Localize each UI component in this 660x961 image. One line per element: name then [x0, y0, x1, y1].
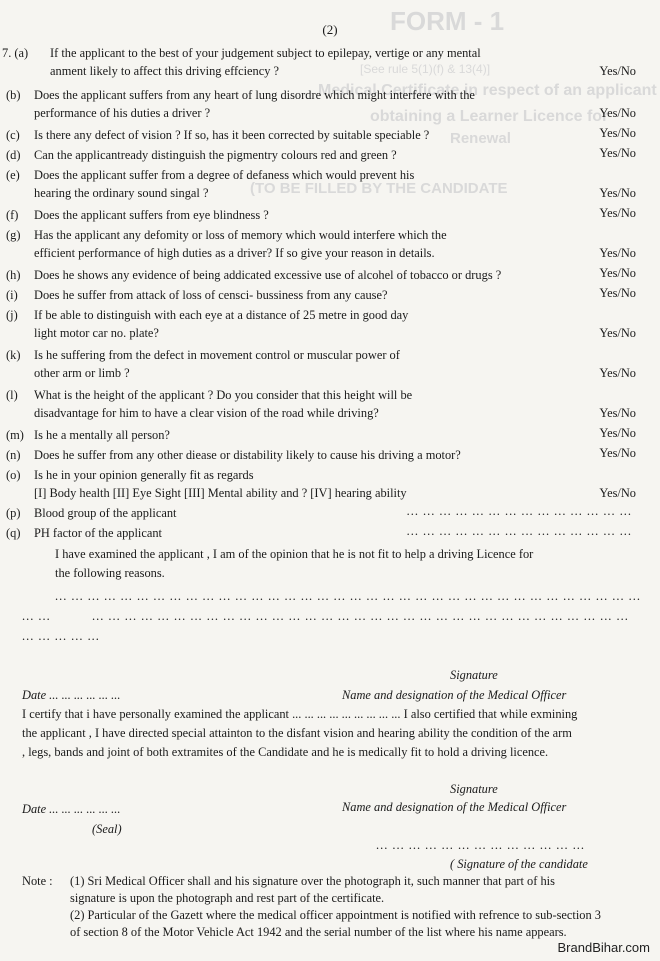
question-label: (k): [6, 348, 21, 362]
question-text: Does the applicant suffers from any heart of lung disordre which might interfere with the: [34, 88, 475, 102]
signature-label-1: Signature: [450, 668, 498, 682]
yes-no-answer: Yes/No: [599, 446, 636, 460]
question-text: Does the applicant suffers from eye blindness ?: [34, 208, 269, 222]
question-text-cont: disadvantage for him to have a clear vision of the road while driving?: [34, 406, 379, 420]
question-item: [6, 306, 646, 342]
question-text: If be able to distinguish with each eye at a distance of 25 metre in good day: [34, 308, 409, 322]
note-2b: of section 8 of the Motor Vehicle Act 1942 and the serial number of the list where his name appears.: [70, 925, 567, 939]
bleed-rule-ref: [See rule 5(1)(f) & 13(4)]: [360, 62, 491, 76]
yes-no-answer: Yes/No: [599, 246, 636, 260]
candidate-signature-label: ( Signature of the candidate: [450, 857, 588, 871]
question-text-cont: performance of his duties a driver ?: [34, 106, 211, 120]
examined-statement: I have examined the applicant , I am of the opinion that he is not fit to help a driving Licence for: [55, 547, 534, 561]
question-text: What is the height of the applicant ? Do you consider that this height will be: [34, 388, 413, 402]
note-1b: signature is upon the photograph and rest part of the certificate.: [70, 891, 385, 905]
medical-officer-label-2: Name and designation of the Medical Officer: [342, 800, 567, 814]
yes-no-answer: Yes/No: [599, 126, 636, 140]
yes-no-answer: Yes/No: [599, 366, 636, 380]
yes-no-answer: Yes/No: [599, 266, 636, 280]
question-item: [6, 446, 646, 464]
question-label: (m): [6, 428, 24, 442]
certify-line-1: I certify that i have personally examined the applicant ... ... ... ... ... ... ... ... ... I also certified that while exmining: [22, 707, 578, 721]
question-text: Does he suffer from attack of loss of censci- bussiness from any cause?: [34, 288, 388, 302]
candidate-signature-dots: ... ... ... ... ... ... ... ... ... ... ... ... ...: [376, 838, 585, 852]
question-label: (i): [6, 288, 18, 302]
question-item: [6, 466, 646, 502]
yes-no-answer: Yes/No: [599, 486, 636, 500]
question-text: Does he suffer from any other diease or distability likely to cause his driving a motor?: [34, 448, 461, 462]
yes-no-answer: Yes/No: [599, 406, 636, 420]
question-label: (l): [6, 388, 18, 402]
question-text-cont: hearing the ordinary sound singal ?: [34, 186, 209, 200]
question-text: Blood group of the applicant: [34, 506, 177, 520]
question-label: (d): [6, 148, 21, 162]
question-item: [6, 286, 646, 304]
question-label: (n): [6, 448, 21, 462]
question-item: [6, 86, 646, 122]
certify-line-2: the applicant , I have directed special attainton to the disfant vision and hearing ability the condition of the arm: [22, 726, 572, 740]
date-label-2: Date ... ... ... ... ... ...: [22, 802, 121, 816]
question-label: (g): [6, 228, 21, 242]
question-item: [6, 206, 646, 224]
question-label: (f): [6, 208, 19, 222]
bleed-heading2: obtaining a Learner Licence for: [370, 108, 609, 125]
question-text: PH factor of the applicant: [34, 526, 162, 540]
question-item: [6, 226, 646, 262]
question-text-cont: other arm or limb ?: [34, 366, 130, 380]
question-text-cont: [I] Body health [II] Eye Sight [III] Mental ability and ? [IV] hearing ability: [34, 486, 407, 500]
question-label: (e): [6, 168, 20, 182]
yes-no-answer: Yes/No: [599, 64, 636, 78]
question-text: Does the applicant suffer from a degree of defaness which would prevent his: [34, 168, 415, 182]
seal-label: (Seal): [92, 822, 122, 836]
note-1a: (1) Sri Medical Officer shall and his signature over the photograph it, such manner that part of his: [70, 874, 555, 888]
question-label: 7. (a): [2, 46, 29, 60]
question-item: [6, 146, 646, 164]
question-item: [6, 386, 646, 422]
bleed-heading3: Renewal: [450, 130, 511, 147]
question-item: [6, 426, 646, 444]
certify-line-3: , legs, bands and joint of both extramites of the Candidate and he is medically fit to hold a driving licence.: [22, 745, 549, 759]
question-text-cont: efficient performance of high duties as a driver? If so give your reason in details.: [34, 246, 435, 260]
reasons-dots-2b: ... ... ... ... ... ... ... ... ... ... ... ... ... ... ... ... ... ... ... ... ... ... ... ... ... ... ... ... ... ... ... ... ...: [92, 609, 629, 623]
yes-no-answer: Yes/No: [599, 206, 636, 220]
question-label: (c): [6, 128, 20, 142]
examined-statement-cont: the following reasons.: [55, 566, 165, 580]
question-item: [6, 166, 646, 202]
question-text: Does he shows any evidence of being addicated excessive use of alcohel of tobacco or drugs ?: [34, 268, 502, 282]
yes-no-answer: Yes/No: [599, 286, 636, 300]
reasons-dots-3: ... ... ... ... ...: [22, 629, 100, 643]
question-text: If the applicant to the best of your judgement subject to epilepay, vertige or any mental: [50, 46, 481, 60]
question-label: (q): [6, 526, 21, 540]
question-item: [2, 44, 646, 80]
question-text: Is he a mentally all person?: [34, 428, 170, 442]
question-label: (p): [6, 506, 21, 520]
question-label: (b): [6, 88, 21, 102]
yes-no-answer: Yes/No: [599, 426, 636, 440]
question-text: Is there any defect of vision ? If so, has it been corrected by suitable speciable ?: [34, 128, 430, 142]
brand-watermark: BrandBihar.com: [557, 940, 650, 955]
yes-no-answer: Yes/No: [599, 146, 636, 160]
yes-no-answer: Yes/No: [599, 106, 636, 120]
question-label: (o): [6, 468, 21, 482]
answer-blank: ... ... ... ... ... ... ... ... ... ... ... ... ... ...: [406, 524, 632, 538]
yes-no-answer: Yes/No: [599, 326, 636, 340]
question-label: (j): [6, 308, 18, 322]
date-label-1: Date ... ... ... ... ... ...: [22, 688, 121, 702]
answer-blank: ... ... ... ... ... ... ... ... ... ... ... ... ... ...: [406, 504, 632, 518]
reasons-dots-1: ... ... ... ... ... ... ... ... ... ... ... ... ... ... ... ... ... ... ... ... ... ... ... ... ... ... ... ... ... ... ... ... ... ... ... ...: [55, 589, 641, 603]
reasons-dots-2a: ... ...: [22, 609, 51, 623]
question-item: [6, 346, 646, 382]
signature-label-2: Signature: [450, 782, 498, 796]
page-number: (2): [322, 22, 338, 37]
question-item: [6, 126, 646, 144]
question-item: [6, 266, 646, 284]
question-text-cont: light motor car no. plate?: [34, 326, 159, 340]
question-text: Is he suffering from the defect in movement control or muscular power of: [34, 348, 400, 362]
note-2a: (2) Particular of the Gazett where the medical officer appointment is notified with refrence to sub-section 3: [70, 908, 601, 922]
bleed-form-title: FORM - 1: [390, 6, 505, 36]
question-text: Can the applicantready distinguish the pigmentry colours red and green ?: [34, 148, 397, 162]
medical-officer-label-1: Name and designation of the Medical Officer: [342, 688, 567, 702]
bleed-to-be-filled: (TO BE FILLED BY THE CANDIDATE: [250, 180, 508, 197]
question-text: Is he in your opinion generally fit as regards: [34, 468, 254, 482]
question-text-cont: anment likely to affect this driving effciency ?: [50, 64, 280, 78]
bleed-heading1: Medical Certificate in respect of an applicant: [318, 82, 657, 99]
yes-no-answer: Yes/No: [599, 186, 636, 200]
note-label: Note :: [22, 874, 53, 888]
question-label: (h): [6, 268, 21, 282]
question-text: Has the applicant any defomity or loss of memory which would interfere which the: [34, 228, 447, 242]
